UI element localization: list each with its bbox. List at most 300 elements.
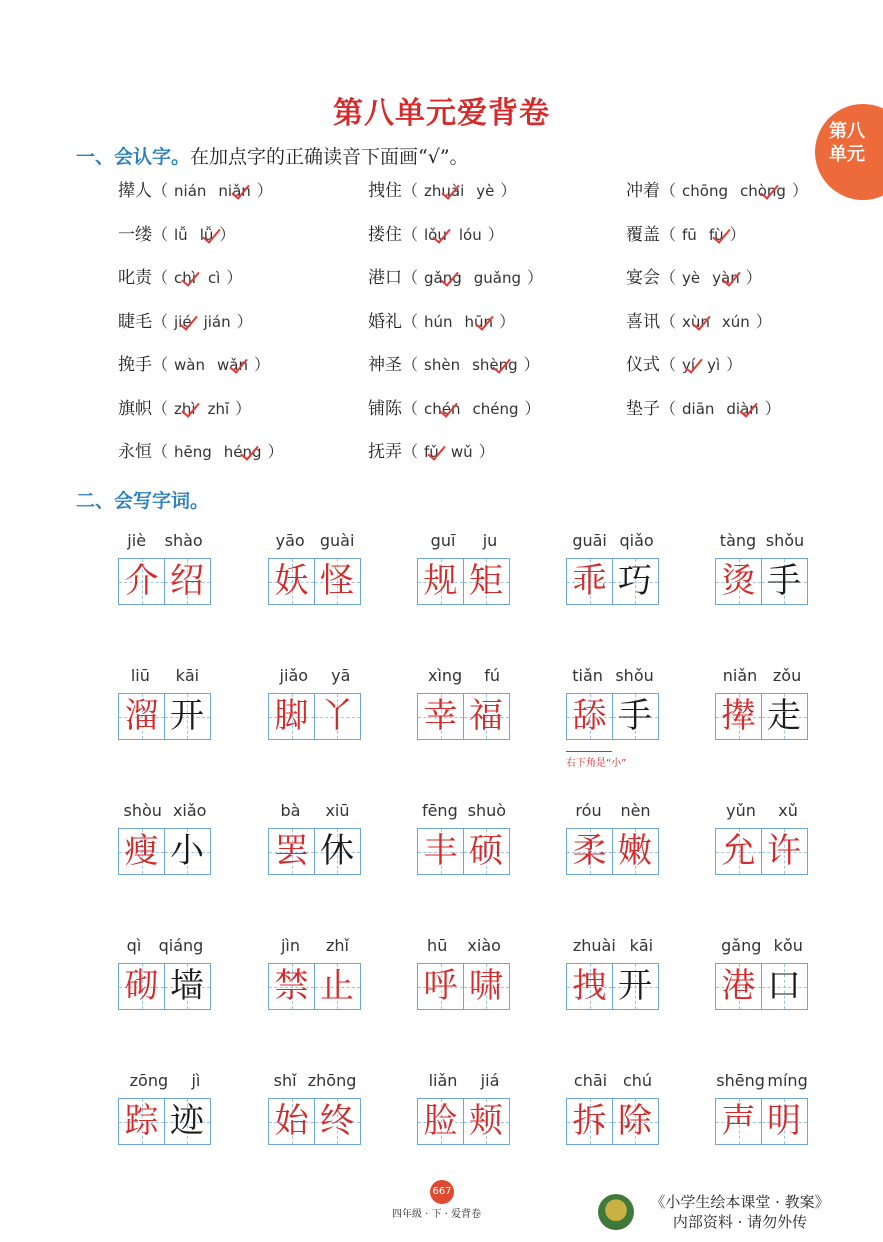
footer-line1: 《小学生绘本课堂 · 教案》 [650, 1193, 830, 1211]
pinyin-label [566, 1070, 660, 1094]
tianzige-boxes [417, 693, 511, 740]
paren-open: （ [402, 311, 419, 331]
pinyin-syllable: zhuài [572, 936, 616, 955]
pinyin-syllable: tiǎn [572, 666, 603, 685]
pinyin-syllable: xiǎo [172, 801, 207, 820]
written-character: 乖 [572, 561, 607, 601]
reading-row [118, 439, 838, 483]
tianzige-cell [314, 558, 361, 605]
tianzige-cell [417, 1098, 464, 1145]
page-title: 第八单元爱背卷 [333, 96, 550, 131]
paren-open: （ [152, 181, 169, 200]
paren-open: （ [660, 181, 677, 200]
pinyin-label [268, 530, 362, 554]
pinyin-syllable: yǔn [726, 801, 756, 820]
written-character: 矩 [469, 561, 503, 601]
tianzige-boxes [118, 963, 212, 1010]
tianzige-cell [314, 693, 361, 740]
pinyin-syllable: fú [484, 666, 500, 685]
reading-word: 宴会 [626, 268, 660, 288]
tianzige-boxes [417, 963, 511, 1010]
paren-close: ） [726, 355, 743, 374]
tianzige-boxes [566, 828, 660, 875]
tianzige-cell [761, 1098, 808, 1145]
tianzige-cell [118, 963, 165, 1010]
tianzige-cell [118, 558, 165, 605]
pinyin-syllable: xǔ [778, 801, 798, 820]
written-character: 撵 [721, 696, 756, 736]
tianzige-cell [612, 558, 659, 605]
reading-item [118, 352, 270, 378]
tianzige-cell [715, 828, 762, 875]
writing-item [268, 665, 362, 740]
tianzige-cell [715, 693, 762, 740]
pinyin-label [118, 665, 212, 689]
pinyin-option: hēng [174, 443, 212, 461]
tianzige-cell [715, 1098, 762, 1145]
tianzige-cell [268, 558, 315, 605]
reading-item [626, 222, 746, 248]
written-character: 许 [767, 831, 801, 871]
hint-note [566, 751, 627, 769]
paren-close: ） [226, 268, 243, 287]
pinyin-label [715, 1070, 809, 1094]
written-character: 脸 [423, 1101, 458, 1141]
written-character: 颊 [469, 1101, 503, 1141]
pinyin-label [566, 665, 660, 689]
pinyin-option-checked: diàn [726, 396, 758, 422]
tianzige-boxes [715, 828, 809, 875]
written-character: 烫 [721, 561, 756, 601]
paren-close: ） [500, 181, 517, 200]
tianzige-cell [118, 828, 165, 875]
reading-item [118, 178, 273, 204]
written-character: 终 [320, 1101, 354, 1141]
pinyin-syllable: qiáng [158, 936, 204, 955]
pinyin-syllable: guī [430, 531, 456, 550]
reading-word: 垫子 [626, 398, 660, 419]
writing-item [566, 935, 660, 1010]
section1-heading [76, 142, 469, 169]
pinyin-option: shèn [424, 356, 461, 374]
pinyin-syllable: liū [130, 666, 150, 685]
writing-item [417, 530, 511, 605]
reading-item [368, 265, 543, 291]
paren-open: （ [402, 268, 419, 287]
tianzige-cell [612, 963, 659, 1010]
paren-open: （ [152, 398, 169, 418]
written-character: 砌 [124, 966, 159, 1006]
written-character: 丫 [320, 696, 354, 736]
written-character: 脚 [274, 696, 309, 736]
hint-note-text: 右下角是“小” [566, 758, 627, 769]
writing-item [268, 935, 362, 1010]
paren-close: ） [745, 268, 762, 287]
reading-word: 冲着 [626, 181, 660, 201]
pinyin-option: yè [476, 182, 495, 200]
writing-item [268, 1070, 362, 1145]
pinyin-syllable: hū [427, 936, 448, 955]
tianzige-cell [761, 828, 808, 875]
written-character: 休 [320, 831, 354, 871]
written-character: 绍 [170, 561, 204, 601]
written-character: 声 [721, 1101, 756, 1141]
reading-item [626, 352, 742, 378]
pinyin-option-checked: chòng [740, 178, 786, 204]
pinyin-syllable: xiū [325, 801, 350, 820]
tianzige-cell [268, 1098, 315, 1145]
reading-item [368, 352, 540, 378]
reading-item [118, 309, 253, 335]
publisher-logo [598, 1194, 634, 1230]
pinyin-label [268, 665, 362, 689]
tianzige-boxes [715, 693, 809, 740]
pinyin-syllable: kǒu [773, 936, 803, 955]
tianzige-boxes [566, 1098, 660, 1145]
written-character: 迹 [170, 1101, 204, 1141]
pinyin-syllable: kāi [629, 936, 654, 955]
reading-item [368, 178, 516, 204]
pinyin-option-checked: niǎn [218, 178, 250, 204]
tianzige-boxes [566, 558, 660, 605]
pinyin-option: nián [174, 182, 207, 200]
written-character: 开 [618, 966, 652, 1006]
paren-close: ） [524, 398, 541, 418]
writing-item [566, 800, 660, 875]
pinyin-syllable: yāo [275, 531, 305, 550]
tianzige-cell [314, 1098, 361, 1145]
grade-label: 四年级 · 下 · 爱背卷 [392, 1209, 482, 1220]
written-character: 手 [767, 561, 801, 601]
tianzige-cell [164, 558, 211, 605]
writing-item [118, 1070, 212, 1145]
writing-row [118, 935, 838, 1070]
pinyin-label [715, 935, 809, 959]
written-character: 开 [170, 696, 204, 736]
paren-open: （ [660, 224, 677, 244]
written-character: 瘦 [124, 831, 159, 871]
pinyin-label [566, 935, 660, 959]
tianzige-cell [268, 963, 315, 1010]
written-character: 口 [767, 966, 801, 1006]
pinyin-syllable: jiǎo [279, 666, 309, 685]
reading-row [118, 178, 838, 222]
pinyin-label [118, 935, 212, 959]
pinyin-syllable: shuò [467, 801, 507, 820]
pinyin-option-checked: shèng [472, 352, 518, 378]
paren-open: （ [402, 442, 419, 461]
reading-item [626, 309, 772, 335]
tianzige-cell [417, 828, 464, 875]
writing-row [118, 1070, 838, 1205]
reading-word: 旗帜 [118, 398, 152, 419]
pinyin-option-checked: yí [682, 352, 695, 378]
reading-row [118, 265, 838, 309]
pinyin-option: hún [424, 312, 453, 331]
written-character: 丰 [423, 831, 458, 871]
tianzige-cell [612, 828, 659, 875]
pinyin-option: cì [207, 269, 221, 287]
written-character: 硕 [469, 831, 503, 871]
reading-word: 仪式 [626, 355, 660, 375]
writing-item [566, 665, 660, 769]
pinyin-option: diān [682, 399, 715, 418]
pinyin-syllable: míng [767, 1071, 808, 1090]
tianzige-cell [463, 558, 510, 605]
paren-open: （ [402, 355, 419, 374]
paren-close: ） [256, 181, 273, 200]
reading-exercise [118, 178, 838, 483]
pinyin-option: fū [682, 225, 697, 244]
writing-item [118, 530, 212, 605]
pinyin-syllable: nèn [620, 801, 651, 820]
paren-open: （ [660, 268, 677, 287]
section2-heading: 二、会写字词。 [76, 490, 210, 512]
pinyin-option: lóu [458, 225, 482, 244]
tianzige-cell [463, 1098, 510, 1145]
pinyin-option-checked: hūn [465, 309, 494, 335]
written-character: 啸 [469, 966, 503, 1006]
written-character: 罢 [274, 831, 309, 871]
pinyin-label [566, 530, 660, 554]
paren-open: （ [660, 355, 677, 374]
paren-open: （ [402, 398, 419, 418]
written-character: 明 [767, 1101, 801, 1141]
written-character: 拽 [572, 966, 607, 1006]
reading-item [368, 222, 504, 248]
tianzige-cell [164, 1098, 211, 1145]
tianzige-boxes [268, 693, 362, 740]
tianzige-boxes [118, 558, 212, 605]
tianzige-cell [715, 558, 762, 605]
unit-badge-line1: 第八 [829, 121, 865, 142]
written-character: 福 [469, 696, 503, 736]
reading-item [626, 265, 762, 291]
reading-item [368, 439, 495, 465]
pinyin-option: yì [707, 356, 721, 374]
tianzige-cell [164, 693, 211, 740]
paren-open: （ [660, 398, 677, 418]
tianzige-cell [268, 828, 315, 875]
reading-word: 铺陈 [368, 398, 402, 419]
pinyin-option: lǚ [174, 225, 188, 244]
reading-item [626, 396, 781, 422]
paren-open: （ [152, 268, 169, 287]
paren-close: ） [755, 311, 772, 331]
pinyin-option-checked: zhì [174, 396, 196, 422]
reading-item [118, 396, 251, 422]
tianzige-cell [118, 1098, 165, 1145]
pinyin-label [118, 530, 212, 554]
tianzige-cell [164, 828, 211, 875]
pinyin-syllable: bà [280, 801, 301, 820]
pinyin-syllable: jì [191, 1071, 201, 1090]
pinyin-option: wǔ [450, 443, 473, 461]
tianzige-cell [566, 828, 613, 875]
written-character: 小 [170, 831, 204, 871]
pinyin-label [268, 1070, 362, 1094]
pinyin-syllable: róu [575, 801, 602, 820]
written-character: 溜 [124, 696, 159, 736]
pinyin-label [417, 800, 511, 824]
pinyin-label [118, 1070, 212, 1094]
pinyin-option-checked: chén [424, 396, 461, 422]
writing-item [417, 800, 511, 875]
tianzige-boxes [715, 1098, 809, 1145]
tianzige-boxes [417, 1098, 511, 1145]
writing-row [118, 530, 838, 665]
writing-item [417, 1070, 511, 1145]
writing-item [715, 800, 809, 875]
written-character: 幸 [423, 696, 458, 736]
pinyin-syllable: chú [622, 1071, 653, 1090]
pinyin-syllable: zhōng [307, 1071, 357, 1090]
pinyin-label [417, 665, 511, 689]
reading-word: 撵人 [118, 181, 152, 201]
pinyin-syllable: liǎn [428, 1071, 458, 1090]
written-character: 止 [320, 966, 354, 1006]
pinyin-label [417, 935, 511, 959]
reading-item [118, 222, 235, 248]
reading-word: 永恒 [118, 442, 152, 462]
pinyin-syllable: yā [331, 666, 351, 685]
writing-item [715, 1070, 809, 1145]
pinyin-option: xún [721, 312, 750, 331]
paren-close: ） [478, 442, 495, 461]
reading-word: 婚礼 [368, 311, 402, 332]
written-character: 墙 [170, 966, 204, 1006]
written-character: 允 [721, 831, 756, 871]
paren-close: ） [527, 268, 544, 287]
paren-open: （ [152, 224, 169, 244]
reading-item [118, 439, 284, 465]
pinyin-syllable: guāi [572, 531, 607, 550]
written-character: 巧 [618, 561, 652, 601]
pinyin-syllable: chāi [573, 1071, 608, 1090]
pinyin-option-checked: jié [174, 309, 192, 335]
footer-line2: 内部资料 · 请勿外传 [672, 1213, 808, 1231]
reading-word: 挽手 [118, 355, 152, 375]
pinyin-syllable: shǒu [615, 666, 654, 685]
pinyin-label [268, 800, 362, 824]
pinyin-option-checked: zhuài [424, 178, 464, 204]
unit-badge-line2: 单元 [829, 144, 865, 165]
paren-close: ） [236, 311, 253, 331]
writing-item [715, 665, 809, 740]
footer-publication [640, 1192, 840, 1232]
tianzige-cell [566, 963, 613, 1010]
reading-row [118, 309, 838, 353]
written-character: 妖 [274, 561, 309, 601]
tianzige-boxes [268, 558, 362, 605]
tianzige-cell [463, 963, 510, 1010]
paren-close: ） [499, 311, 516, 331]
pinyin-label [715, 800, 809, 824]
section1-title: 一、会认字。 [76, 146, 191, 168]
reading-word: 喜讯 [626, 311, 660, 332]
reading-word: 搂住 [368, 224, 402, 245]
pinyin-option-checked: lǚ [200, 222, 214, 248]
reading-row [118, 352, 838, 396]
written-character: 呼 [423, 966, 458, 1006]
paren-close: ） [791, 181, 808, 200]
written-character: 除 [618, 1101, 652, 1141]
tianzige-boxes [268, 1098, 362, 1145]
paren-close: ） [523, 355, 540, 374]
reading-item [368, 309, 515, 335]
pinyin-syllable: shǐ [273, 1071, 297, 1090]
writing-item [118, 665, 212, 740]
page-number: 667 [430, 1180, 454, 1204]
writing-item [566, 1070, 660, 1145]
pinyin-option: guǎng [473, 269, 522, 287]
paren-open: （ [152, 355, 169, 374]
reading-word: 神圣 [368, 355, 402, 375]
pinyin-option: chōng [682, 182, 728, 200]
paren-close: ） [219, 224, 236, 244]
pinyin-syllable: gǎng [721, 936, 762, 955]
pinyin-option-checked: yàn [712, 265, 740, 291]
pinyin-option-checked: fǔ [424, 439, 439, 465]
pinyin-syllable: fēng [421, 801, 458, 820]
pinyin-label [268, 935, 362, 959]
written-character: 嫩 [618, 831, 652, 871]
paren-close: ） [487, 224, 504, 244]
tianzige-boxes [715, 558, 809, 605]
reading-word: 叱责 [118, 268, 152, 288]
tianzige-boxes [268, 828, 362, 875]
writing-item [268, 530, 362, 605]
pinyin-label [715, 665, 809, 689]
reading-word: 抚弄 [368, 442, 402, 462]
tianzige-cell [417, 558, 464, 605]
writing-item [417, 935, 511, 1010]
tianzige-boxes [417, 558, 511, 605]
pinyin-syllable: shēng [716, 1071, 765, 1090]
tianzige-cell [118, 693, 165, 740]
pinyin-label [566, 800, 660, 824]
paren-close: ） [235, 398, 252, 418]
reading-word: 覆盖 [626, 224, 660, 245]
writing-item [118, 800, 212, 875]
reading-item [118, 265, 242, 291]
reading-item [626, 178, 808, 204]
writing-item [715, 530, 809, 605]
paren-open: （ [402, 181, 419, 200]
pinyin-option-checked: gǎng [424, 265, 462, 291]
pinyin-option: jián [203, 312, 231, 331]
pinyin-label [417, 530, 511, 554]
pinyin-label [715, 530, 809, 554]
reading-row [118, 396, 838, 440]
pinyin-option: wàn [174, 356, 205, 374]
pinyin-syllable: jìn [280, 936, 301, 955]
tianzige-cell [715, 963, 762, 1010]
pinyin-syllable: qì [126, 936, 142, 955]
paren-close: ） [764, 398, 781, 418]
reading-word: 一缕 [118, 224, 152, 245]
written-character: 拆 [572, 1101, 607, 1141]
tianzige-boxes [715, 963, 809, 1010]
tianzige-cell [566, 558, 613, 605]
pinyin-syllable: niǎn [722, 666, 758, 685]
reading-word: 港口 [368, 268, 402, 288]
writing-item [118, 935, 212, 1010]
pinyin-syllable: qiǎo [619, 531, 654, 550]
written-character: 踪 [124, 1101, 159, 1141]
tianzige-cell [566, 693, 613, 740]
pinyin-option: yè [682, 269, 701, 287]
